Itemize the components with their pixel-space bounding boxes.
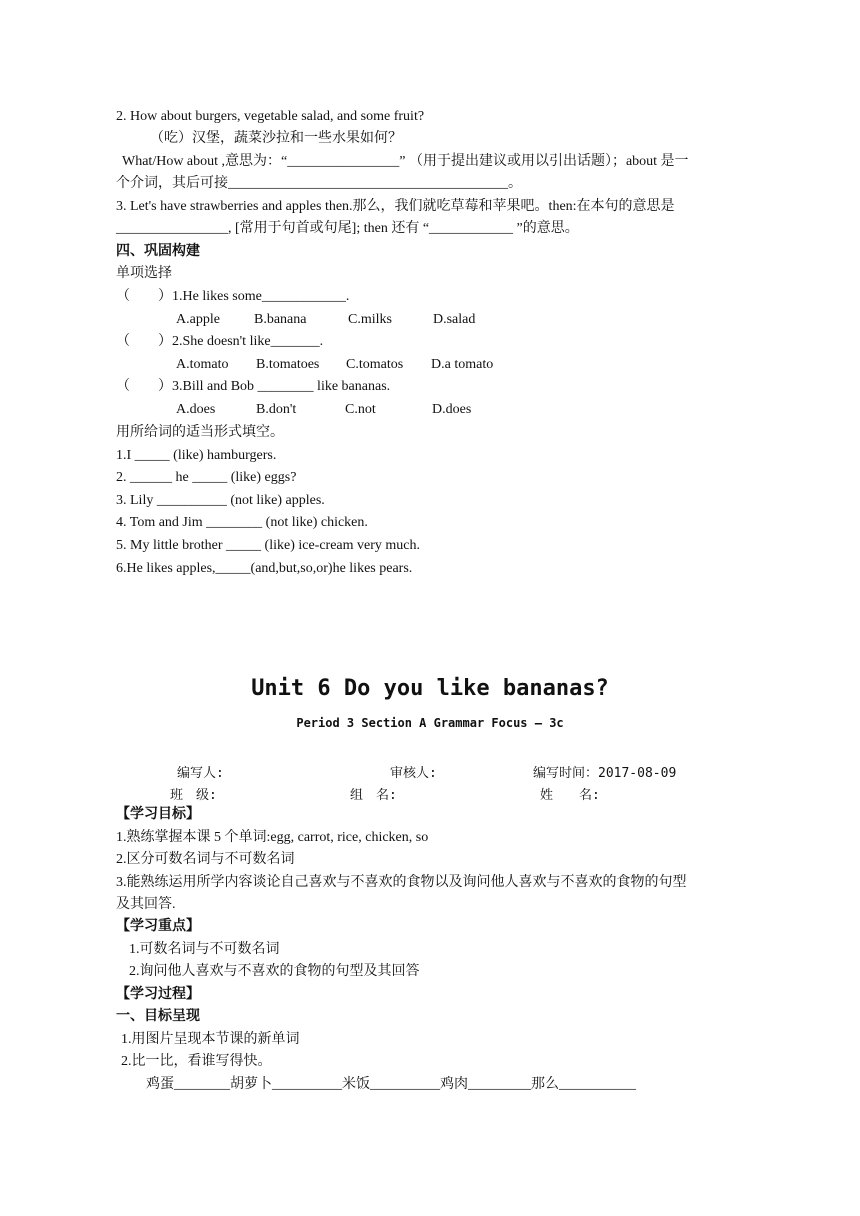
process-item-2: 2.比一比，看谁写得快。 xyxy=(121,1054,272,1069)
fill-item-1: 1.I _____ (like) hamburgers. xyxy=(116,448,277,463)
sentence-3: 3. Let's have strawberries and apples then.那么，我们就吃草莓和苹果吧。then:在本句的意思是 xyxy=(116,199,675,214)
sentence-2-note-2: 个介词，其后可接________________________________________。 xyxy=(116,176,522,191)
fill-item-5: 5. My little brother _____ (like) ice-cream very much. xyxy=(116,538,421,553)
student-name-label: 姓 名: xyxy=(540,788,600,803)
learning-goals-heading: 【学习目标】 xyxy=(116,807,200,822)
sentence-2: 2. How about burgers, vegetable salad, and some fruit? xyxy=(116,109,425,124)
q3-option-b: B.don't xyxy=(256,402,297,417)
sentence-3-note: ________________, [常用于句首或句尾]; then 还有 “____________ ”的意思。 xyxy=(116,221,579,236)
q3-option-d: D.does xyxy=(432,402,472,417)
process-item-1: 1.用图片呈现本节课的新单词 xyxy=(121,1032,300,1047)
learning-focus-heading: 【学习重点】 xyxy=(116,919,200,934)
q2-option-d: D.a tomato xyxy=(431,357,494,372)
class-label: 班 级: xyxy=(170,788,217,803)
focus-item-1: 1.可数名词与不可数名词 xyxy=(129,942,280,957)
vocabulary-blanks: 鸡蛋________胡萝卜__________米饭__________鸡肉_________那么___________ xyxy=(146,1077,636,1092)
q2-option-b: B.tomatoes xyxy=(256,357,320,372)
q3-option-a: A.does xyxy=(176,402,216,417)
goal-item-3: 3.能熟练运用所学内容谈论自己喜欢与不喜欢的食物以及询问他人喜欢与不喜欢的食物的句型 xyxy=(116,875,687,890)
process-step-1-heading: 一、目标呈现 xyxy=(116,1009,200,1024)
fill-in-heading: 用所给词的适当形式填空。 xyxy=(116,425,284,440)
q2-option-a: A.tomato xyxy=(176,357,229,372)
focus-item-2: 2.询问他人喜欢与不喜欢的食物的句型及其回答 xyxy=(129,964,420,979)
date-label: 编写时间：2017-08-09 xyxy=(533,766,677,781)
q3-option-c: C.not xyxy=(345,402,376,417)
question-1: （ ）1.He likes some____________. xyxy=(116,289,350,304)
question-3: （ ）3.Bill and Bob ________ like bananas. xyxy=(116,379,391,394)
q1-option-a: A.apple xyxy=(176,312,220,327)
goal-item-2: 2.区分可数名词与不可数名词 xyxy=(116,852,295,867)
fill-item-2: 2. ______ he _____ (like) eggs? xyxy=(116,470,297,485)
learning-process-heading: 【学习过程】 xyxy=(116,987,200,1002)
reviewer-label: 审核人: xyxy=(390,766,437,781)
sentence-2-note-1: What/How about ,意思为：“________________” （用于提出建议或用以引出话题）；about 是一 xyxy=(122,154,689,169)
unit-title: Unit 6 Do you like bananas? xyxy=(251,676,609,701)
fill-item-4: 4. Tom and Jim ________ (not like) chicken. xyxy=(116,515,368,530)
multiple-choice-heading: 单项选择 xyxy=(116,266,172,281)
q1-option-d: D.salad xyxy=(433,312,476,327)
goal-item-3-cont: 及其回答. xyxy=(116,897,176,912)
q2-option-c: C.tomatos xyxy=(346,357,404,372)
unit-subtitle: Period 3 Section A Grammar Focus – 3c xyxy=(296,716,564,730)
section-4-heading: 四、巩固构建 xyxy=(116,244,200,259)
fill-item-3: 3. Lily __________ (not like) apples. xyxy=(116,493,325,508)
author-label: 编写人: xyxy=(177,766,224,781)
q1-option-b: B.banana xyxy=(254,312,307,327)
goal-item-1: 1.熟练掌握本课 5 个单词:egg, carrot, rice, chicken, so xyxy=(116,830,429,845)
question-2: （ ）2.She doesn't like_______. xyxy=(116,334,324,349)
group-label: 组 名: xyxy=(350,788,397,803)
q1-option-c: C.milks xyxy=(348,312,392,327)
fill-item-6: 6.He likes apples,_____(and,but,so,or)he likes pears. xyxy=(116,561,413,576)
sentence-2-translation: （吃）汉堡，蔬菜沙拉和一些水果如何？ xyxy=(150,131,402,146)
